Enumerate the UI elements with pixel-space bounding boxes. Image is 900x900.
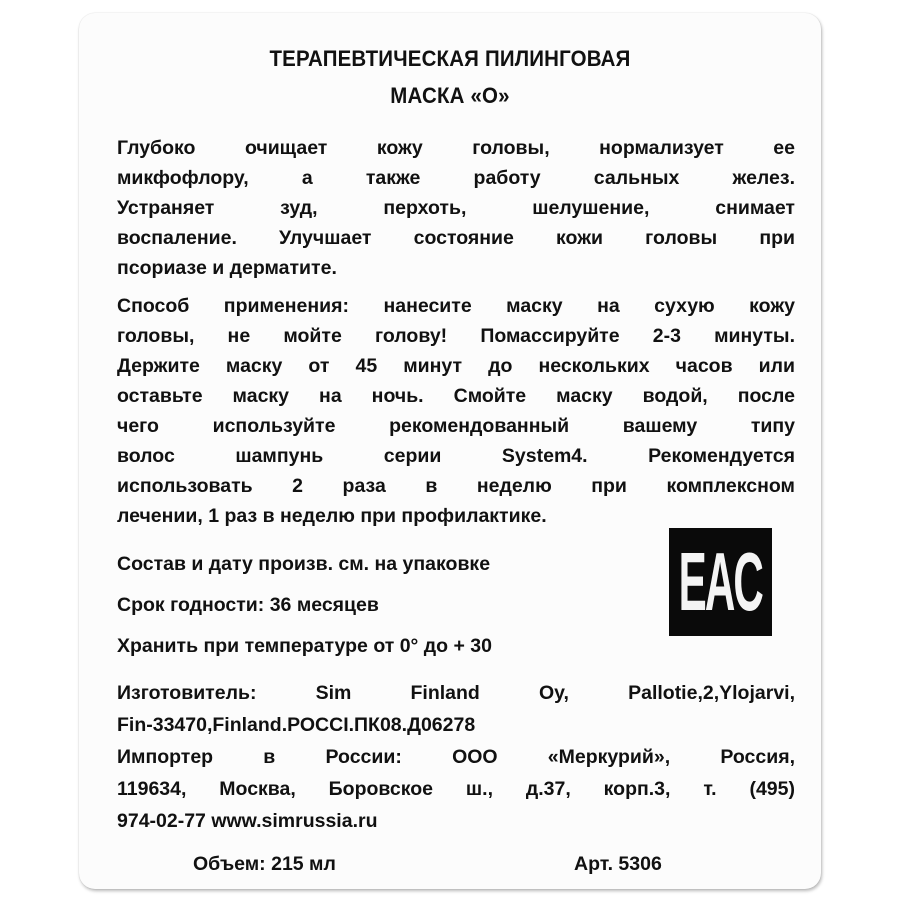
usage-paragraph [117,291,795,531]
description-paragraph [117,133,795,283]
manufacturer-info [117,677,795,837]
product-title-line-1: ТЕРАПЕВТИЧЕСКАЯ ПИЛИНГОВАЯ [269,46,631,71]
storage-conditions: Хранить при температуре от 0° до + 30 [117,635,492,657]
importer-line: 119634, Москва, Боровское ш., д.37, корп.3, т. (495) [117,778,795,800]
description-line: Устраняет зуд, перхоть, шелушение, снимает [117,197,795,219]
article-number: Арт. 5306 [574,853,662,875]
description-line: псориазе и дерматите. [117,257,337,279]
manufacturer-line: Fin-33470,Finland.РОССI.ПК08.Д06278 [117,714,476,736]
importer-line: 974-02-77 www.simrussia.ru [117,810,378,832]
description-line: Глубоко очищает кожу головы, нормализует ее [117,137,795,159]
usage-line: использовать 2 раза в неделю при комплексном [117,475,795,497]
usage-line: головы, не мойте голову! Помассируйте 2-3 минуты. [117,325,795,347]
usage-line: Способ применения: нанесите маску на сухую кожу [117,295,795,317]
product-title-line-2: МАСКА «О» [390,83,510,108]
description-line: воспаление. Улучшает состояние кожи головы при [117,227,795,249]
manufacturer-line: Изготовитель: Sim Finland Oy, Pallotie,2,Ylojarvi, [117,682,795,704]
usage-line: лечении, 1 раз в неделю при профилактике. [117,505,547,527]
composition-note: Состав и дату произв. см. на упаковке [117,553,491,575]
usage-line: чего используйте рекомендованный вашему типу [117,415,795,437]
description-line: микфофлору, а также работу сальных желез. [117,167,795,189]
eac-mark-text: EAC [678,535,763,629]
eac-mark-icon [669,528,772,636]
usage-line: оставьте маску на ночь. Смойте маску водой, после [117,385,795,407]
product-label [79,13,821,889]
usage-line: волос шампунь серии System4. Рекомендуется [117,445,795,467]
importer-line: Импортер в России: ООО «Меркурий», Россия, [117,746,795,768]
volume: Объем: 215 мл [193,853,336,875]
usage-line: Держите маску от 45 минут до нескольких часов или [117,355,795,377]
shelf-life: Срок годности: 36 месяцев [117,594,379,616]
